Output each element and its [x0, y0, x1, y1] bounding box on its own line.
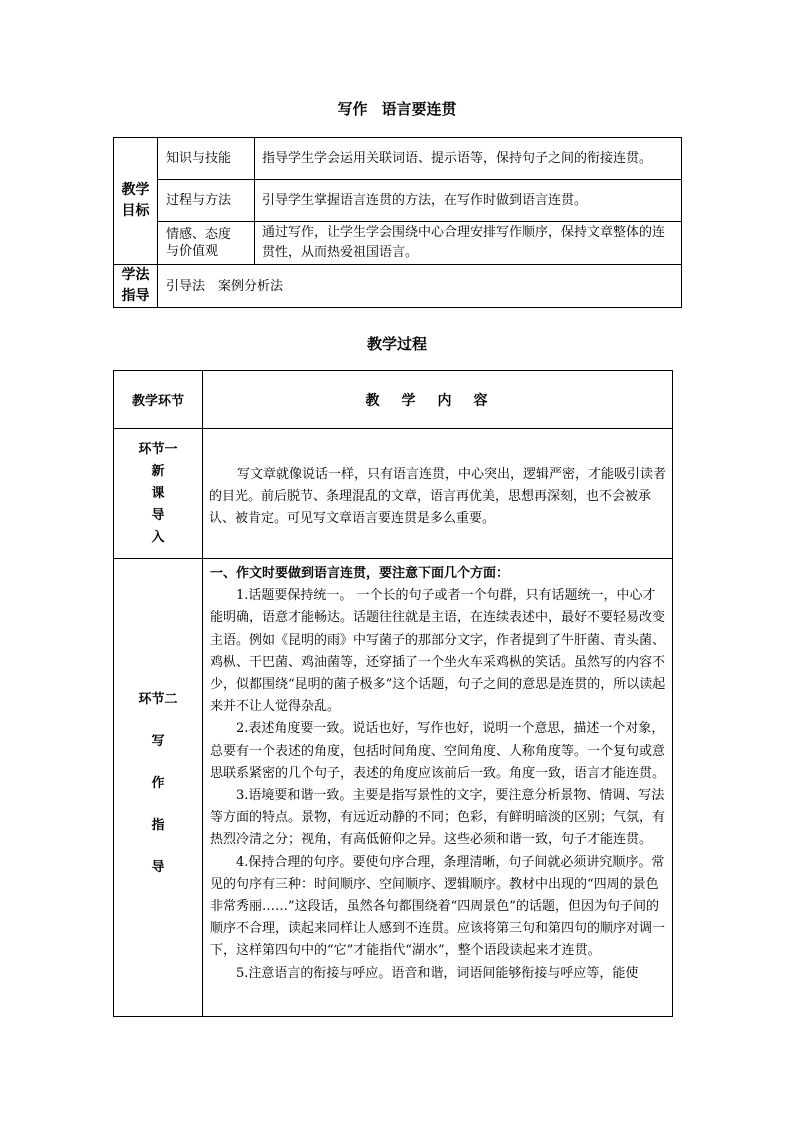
goal-row-process — [114, 180, 682, 222]
stage-one-line: 环节一 — [138, 441, 178, 457]
teaching-goals-table — [113, 137, 682, 308]
goal-row-knowledge — [114, 138, 682, 180]
stage-two-label — [114, 559, 203, 1017]
guide-paragraph: 3.语境要和谐一致。主要是指写景性的文字，要注意分析景物、情调、写法等方面的特点。景物，有远近动静的不同；色彩，有鲜明暗淡的区别；气氛，有热烈冷清之分；视角，有高低俯仰之异。这些必须和谐一致，句子才能连贯。 — [210, 788, 666, 848]
goal-text: 引导学生掌握语言连贯的方法，在写作时做到语言连贯。 — [255, 180, 682, 222]
goal-text: 指导学生学会运用关联词语、提示语等，保持句子之间的衔接连贯。 — [255, 138, 682, 180]
guide-paragraph: 1.话题要保持统一。 一个长的句子或者一个句群，只有话题统一，中心才能明确，语意才能畅达。话题往往就是主语，在连续表述中，最好不要轻易改变主语。例如《昆明的雨》中写菌子的那部分文字，作者提到了牛肝菌、青头菌、鸡枞、干巴菌、鸡油菌等，还穿插了一个坐火车采鸡枞的笑话。虽然写的内容不少，似都围绕“昆明的菌子极多”这个话题，句子之间的意思是连贯的，所以读起来并不让人觉得杂乱。 — [210, 588, 666, 715]
guide-paragraph: 5.注意语言的衔接与呼应。语音和谐，词语间能够衔接与呼应等，能使 — [236, 965, 639, 981]
stage-column-header: 教学环节 — [114, 371, 203, 429]
goal-sub-label: 知识与技能 — [158, 138, 255, 180]
stage-two-content — [203, 559, 673, 1017]
stage-two-char: 导 — [151, 860, 165, 875]
stage-two-char: 指 — [151, 818, 165, 833]
process-header-row — [114, 371, 673, 429]
method-label: 学法指导 — [114, 265, 158, 308]
content-column-header: 教学内容 — [203, 371, 673, 429]
stage-one-char: 入 — [151, 529, 165, 545]
stage-two-row — [114, 559, 673, 1017]
process-title: 教学过程 — [366, 335, 427, 353]
stage-one-row — [114, 429, 673, 559]
title-part-1: 写作 — [337, 100, 368, 118]
stage-two-char: 写 — [151, 734, 165, 749]
teaching-goals-label: 教学目标 — [114, 138, 158, 265]
goal-text: 通过写作，让学生学会围绕中心合理安排写作顺序，保持文章整体的连贯性，从而热爱祖国语言。 — [255, 222, 682, 265]
goal-sub-label: 情感、态度与价值观 — [158, 222, 255, 265]
stage-two-char: 作 — [151, 776, 165, 791]
stage-one-char: 新 — [151, 463, 165, 479]
method-text: 引导法 案例分析法 — [158, 265, 682, 308]
goal-row-emotion — [114, 222, 682, 265]
guide-heading: 一、作文时要做到语言连贯，要注意下面几个方面： — [210, 566, 510, 581]
stage-one-label — [114, 429, 203, 559]
teaching-process-table — [113, 370, 673, 1017]
stage-one-char: 课 — [151, 485, 165, 501]
guide-paragraph: 2.表述角度要一致。说话也好，写作也好，说明一个意思，描述一个对象，总要有一个表述的角度，包括时间角度、空间角度、人称角度等。一个复句或意思联系紧密的几个句子，表述的角度应该前后一致。角度一致，语言才能连贯。 — [210, 721, 666, 781]
method-row — [114, 265, 682, 308]
stage-one-content: 写文章就像说话一样，只有语言连贯，中心突出，逻辑严密，才能吸引读者的目光。前后脱节、条理混乱的文章，语言再优美，思想再深刻，也不会被承认、被肯定。可见写文章语言要连贯是多么重要。 — [203, 429, 673, 559]
guide-paragraph: 4.保持合理的句序。要使句序合理，条理清晰，句子间就必须讲究顺序。常见的句序有三种：时间顺序、空间顺序、逻辑顺序。教材中出现的“四周的景色非常秀丽……”这段话，虽然各句都围绕着“四周景色”的话题，但因为句子间的顺序不合理，读起来同样让人感到不连贯。应该将第三句和第四句的顺序对调一下，这样第四句中的“它”才能指代“湖水”，整个语段读起来才连贯。 — [210, 854, 666, 959]
title-part-2: 语言要连贯 — [381, 100, 457, 118]
stage-one-char: 导 — [151, 507, 165, 523]
goal-sub-label: 过程与方法 — [158, 180, 255, 222]
page-title — [0, 98, 794, 119]
stage-two-line: 环节二 — [138, 692, 178, 707]
